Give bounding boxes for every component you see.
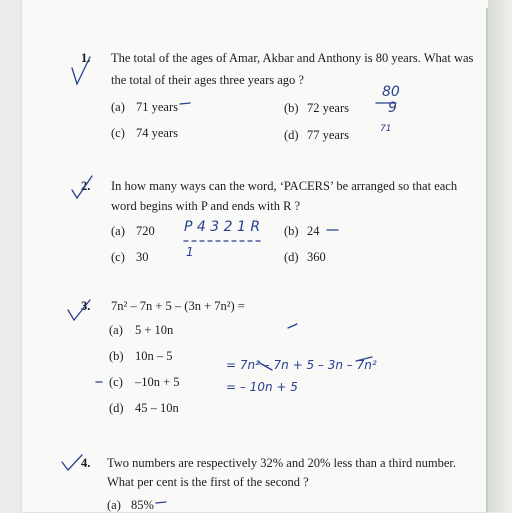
- q1-option-d-label: (d): [284, 128, 299, 142]
- q3-option-b-label: (b): [109, 349, 124, 363]
- q2-option-c-label: (c): [111, 250, 125, 264]
- q4-option-a-label: (a): [107, 498, 121, 512]
- q2-option-b-label: (b): [284, 224, 299, 238]
- q4-number: 4.: [81, 456, 91, 470]
- q3-cancel-stroke-2: [356, 357, 372, 361]
- q4-text-line2: What per cent is the first of the second ?: [107, 475, 309, 489]
- q3-option-d-text: 45 – 10n: [135, 401, 179, 415]
- q3-cancel-stroke-1: [258, 362, 272, 370]
- q4-option-a-text: 85%: [131, 498, 154, 512]
- q1-number: 1.: [81, 51, 91, 65]
- q2-text-line1: In how many ways can the word, ‘PACERS’ be arranged so that each: [111, 179, 458, 193]
- q1-text-line1: The total of the ages of Amar, Akbar and Anthony is 80 years. What was: [111, 51, 474, 65]
- q2-option-c-text: 30: [136, 250, 149, 264]
- q2-option-a-label: (a): [111, 224, 125, 238]
- q2-option-a-text: 720: [136, 224, 155, 238]
- q2-option-b-text: 24: [307, 224, 320, 238]
- q3-text: 7n² – 7n + 5 – (3n + 7n²) =: [111, 299, 245, 313]
- q1-answer-dash: [180, 103, 190, 104]
- q1-text-line2: the total of their ages three years ago ?: [111, 73, 304, 87]
- q1-option-c-label: (c): [111, 126, 125, 140]
- q3-number: 3.: [81, 299, 91, 313]
- q2-number: 2.: [81, 179, 91, 193]
- q3-tick-mark: [68, 300, 90, 320]
- q1-handwritten-9: 9: [388, 100, 397, 116]
- q3-handwritten-line2: = – 10n + 5: [226, 380, 298, 394]
- q1-option-a-text: 71 years: [136, 100, 178, 114]
- q1-option-b-text: 72 years: [307, 101, 349, 115]
- q3-small-mark: [288, 324, 297, 328]
- q2-handwritten-work: P 4 3 2 1 R: [184, 219, 261, 235]
- q3-option-c-label: (c): [109, 375, 123, 389]
- q2-tick-mark: [72, 176, 92, 198]
- q4-answer-dash: [156, 502, 166, 503]
- q3-option-b-text: 10n – 5: [135, 349, 173, 363]
- q2-text-line2: word begins with P and ends with R ?: [111, 199, 301, 213]
- q1-tick-mark: [72, 57, 90, 84]
- q1-handwritten-80: 80: [382, 84, 400, 100]
- q4-tick-mark: [62, 455, 82, 470]
- q1-option-d-text: 77 years: [307, 128, 349, 142]
- q3-option-a-text: 5 + 10n: [135, 323, 174, 337]
- q1-option-a-label: (a): [111, 100, 125, 114]
- q3-option-c-text: –10n + 5: [135, 375, 180, 389]
- q3-handwritten-line1: = 7n² – 7n + 5 – 3n – 7n²: [226, 358, 377, 372]
- q2-option-d-text: 360: [307, 250, 326, 264]
- q1-option-c-text: 74 years: [136, 126, 178, 140]
- q1-handwritten-71: 71: [380, 124, 392, 134]
- q3-option-a-label: (a): [109, 323, 123, 337]
- q3-option-d-label: (d): [109, 401, 124, 415]
- q2-option-d-label: (d): [284, 250, 299, 264]
- q2-handwritten-1: 1: [186, 245, 194, 259]
- q4-text-line1: Two numbers are respectively 32% and 20% less than a third number.: [107, 456, 457, 470]
- q1-option-b-label: (b): [284, 101, 299, 115]
